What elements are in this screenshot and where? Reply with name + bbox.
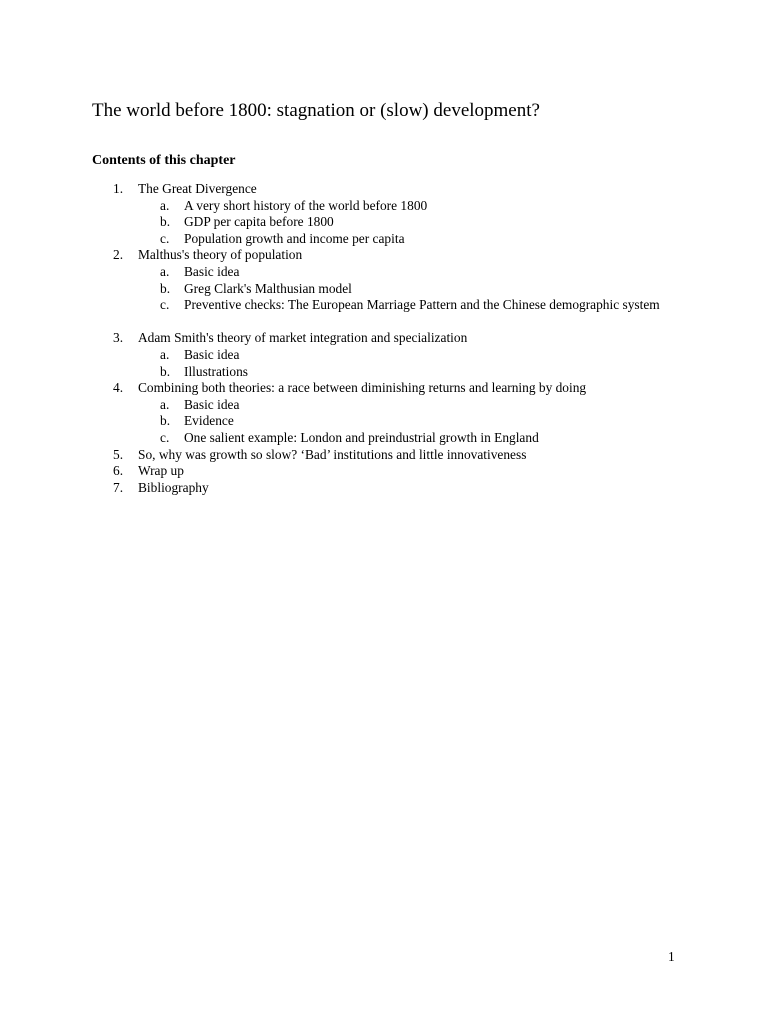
toc-subitem-text: Greg Clark's Malthusian model bbox=[184, 280, 352, 296]
toc-item bbox=[0, 380, 768, 397]
toc-item-text: The Great Divergence bbox=[138, 181, 257, 196]
toc-subitem-text: GDP per capita before 1800 bbox=[184, 214, 334, 230]
toc-item-number: 4. bbox=[113, 380, 124, 396]
toc-item-text: Wrap up bbox=[138, 463, 184, 479]
toc-item-text: Bibliography bbox=[138, 479, 209, 495]
toc-subitem bbox=[0, 347, 768, 364]
toc-item-number: 1. bbox=[113, 181, 124, 196]
toc-subitem-text: Population growth and income per capita bbox=[184, 230, 405, 246]
toc-item bbox=[0, 480, 768, 497]
toc-subitem-letter: a. bbox=[160, 396, 170, 412]
contents-heading: Contents of this chapter bbox=[92, 153, 236, 168]
toc-subitem-letter: b. bbox=[160, 280, 171, 296]
toc-subitem-text: A very short history of the world before 1800 bbox=[184, 197, 428, 213]
toc-subitem bbox=[0, 364, 768, 381]
page-title: The world before 1800: stagnation or (slow) development? bbox=[92, 100, 540, 121]
toc-item-text: Malthus's theory of population bbox=[138, 247, 303, 263]
toc-subitem bbox=[0, 231, 768, 248]
toc-item-number: 7. bbox=[113, 479, 124, 495]
table-of-contents bbox=[0, 181, 768, 496]
toc-item-number: 6. bbox=[113, 463, 124, 479]
toc-item bbox=[0, 181, 768, 198]
toc-item bbox=[0, 247, 768, 264]
toc-subitem bbox=[0, 413, 768, 430]
toc-subitem-letter: b. bbox=[160, 413, 171, 429]
toc-subitem bbox=[0, 281, 768, 298]
toc-subitem-letter: a. bbox=[160, 263, 170, 279]
toc-item bbox=[0, 447, 768, 464]
toc-subitem bbox=[0, 430, 768, 447]
toc-subitem-text: Basic idea bbox=[184, 396, 240, 412]
toc-subitem-letter: c. bbox=[160, 429, 170, 445]
toc-subitem-letter: b. bbox=[160, 363, 171, 379]
toc-item-number: 5. bbox=[113, 446, 124, 462]
toc-subitem bbox=[0, 297, 768, 330]
toc-item bbox=[0, 463, 768, 480]
toc-item-number: 3. bbox=[113, 330, 124, 346]
toc-subitem-text: Illustrations bbox=[184, 363, 248, 379]
toc-subitem bbox=[0, 214, 768, 231]
toc-item-number: 2. bbox=[113, 247, 124, 263]
toc-item-text: Combining both theories: a race between diminishing returns and learning by doing bbox=[138, 380, 587, 396]
toc-subitem-letter: c. bbox=[160, 297, 170, 313]
toc-subitem-letter: c. bbox=[160, 230, 170, 246]
toc-subitem-text: Evidence bbox=[184, 413, 234, 429]
toc-subitem-text: One salient example: London and preindustrial growth in England bbox=[184, 429, 539, 445]
toc-subitem-text: Basic idea bbox=[184, 346, 240, 362]
toc-item-text: So, why was growth so slow? ‘Bad’ institutions and little innovativeness bbox=[138, 446, 527, 462]
page-number: 1 bbox=[668, 949, 675, 964]
toc-item bbox=[0, 330, 768, 347]
toc-item-text: Adam Smith's theory of market integration and specialization bbox=[138, 330, 468, 346]
toc-subitem-text: Preventive checks: The European Marriage Pattern and the Chinese demographic system bbox=[184, 297, 660, 313]
toc-subitem-letter: b. bbox=[160, 214, 171, 230]
toc-subitem bbox=[0, 198, 768, 215]
toc-subitem bbox=[0, 397, 768, 414]
toc-subitem-text: Basic idea bbox=[184, 263, 240, 279]
toc-subitem bbox=[0, 264, 768, 281]
toc-subitem-letter: a. bbox=[160, 197, 170, 213]
toc-subitem-letter: a. bbox=[160, 346, 170, 362]
